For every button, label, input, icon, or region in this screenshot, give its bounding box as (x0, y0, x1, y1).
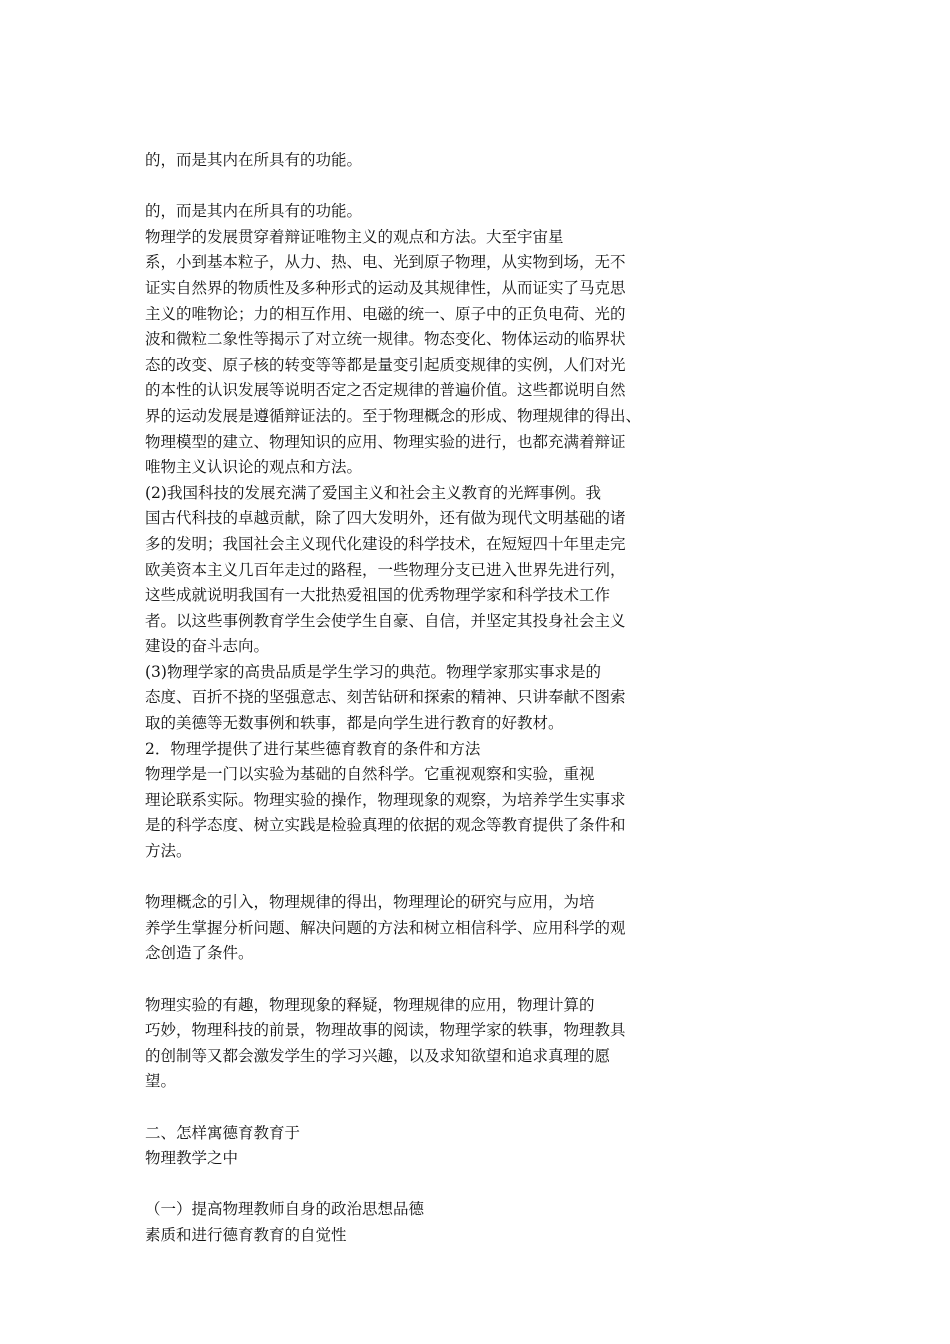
text-line: (2)我国科技的发展充满了爱国主义和社会主义教育的光辉事例。我 (145, 483, 601, 502)
text-line: 物理实验的有趣，物理现象的释疑，物理规律的应用，物理计算的 (145, 995, 595, 1014)
text-line: 物理学的发展贯穿着辩证唯物主义的观点和方法。大至宇宙星 (145, 227, 564, 246)
text-line: 的本性的认识发展等说明否定之否定规律的普遍价值。这些都说明自然 (145, 381, 626, 400)
text-line: (3)物理学家的高贵品质是学生学习的典范。物理学家那实事求是的 (145, 662, 601, 681)
text-line: 念创造了条件。 (145, 944, 254, 963)
text-line: 态度、百折不挠的坚强意志、刻苦钻研和探索的精神、只讲奉献不图索 (145, 688, 626, 707)
text-line: 理论联系实际。物理实验的操作，物理现象的观察，为培养学生实事求 (145, 790, 626, 809)
blank-line (145, 174, 675, 200)
text-line: 巧妙，物理科技的前景，物理故事的阅读，物理学家的轶事，物理教具 (145, 1021, 626, 1040)
text-line: 2．物理学提供了进行某些德育教育的条件和方法 (145, 739, 481, 758)
text-line: 方法。 (145, 842, 192, 861)
blank-line (145, 1095, 675, 1121)
text-line: 的，而是其内在所具有的功能。 (145, 202, 363, 221)
blank-line (145, 1172, 675, 1198)
document-body (145, 148, 675, 1249)
blank-line (145, 967, 675, 993)
text-line: 物理教学之中 (145, 1149, 239, 1168)
text-line: 唯物主义认识论的观点和方法。 (145, 458, 363, 477)
text-line: 者。以这些事例教育学生会使学生自豪、自信，并坚定其投身社会主义 (145, 611, 626, 630)
text-line: 二、怎样寓德育教育于 (145, 1123, 301, 1142)
text-line: 养学生掌握分析问题、解决问题的方法和树立相信科学、应用科学的观 (145, 918, 626, 937)
text-line: 国古代科技的卓越贡献，除了四大发明外，还有做为现代文明基础的诸 (145, 509, 626, 528)
text-line: 欧美资本主义几百年走过的路程，一些物理分支已进入世界先进行列， (145, 560, 626, 579)
text-line: 证实自然界的物质性及多种形式的运动及其规律性，从而证实了马克思 (145, 278, 626, 297)
text-line: 取的美德等无数事例和轶事，都是向学生进行教育的好教材。 (145, 714, 564, 733)
text-line: 主义的唯物论；力的相互作用、电磁的统一、原子中的正负电荷、光的 (145, 304, 626, 323)
blank-line (145, 865, 675, 891)
text-line: 是的科学态度、树立实践是检验真理的依据的观念等教育提供了条件和 (145, 816, 626, 835)
text-line: （一）提高物理教师自身的政治思想品德 (145, 1200, 425, 1219)
text-line: 这些成就说明我国有一大批热爱祖国的优秀物理学家和科学技术工作 (145, 586, 611, 605)
text-line: 的，而是其内在所具有的功能。 (145, 151, 363, 169)
text-line: 物理模型的建立、物理知识的应用、物理实验的进行，也都充满着辩证 (145, 432, 626, 451)
text-line: 望。 (145, 1072, 177, 1091)
text-line: 态的改变、原子核的转变等等都是量变引起质变规律的实例，人们对光 (145, 355, 626, 374)
text-line: 系，小到基本粒子，从力、热、电、光到原子物理，从实物到场，无不 (145, 253, 626, 272)
text-line: 物理学是一门以实验为基础的自然科学。它重视观察和实验，重视 (145, 765, 595, 784)
text-line: 建设的奋斗志向。 (145, 637, 270, 656)
text-line: 波和微粒二象性等揭示了对立统一规律。物态变化、物体运动的临界状 (145, 330, 626, 349)
text-line: 的创制等又都会激发学生的学习兴趣，以及求知欲望和追求真理的愿 (145, 1046, 611, 1065)
text-line: 多的发明；我国社会主义现代化建设的科学技术，在短短四十年里走完 (145, 534, 626, 553)
text-line: 物理概念的引入，物理规律的得出，物理理论的研究与应用，为培 (145, 893, 595, 912)
text-line: 素质和进行德育教育的自觉性 (145, 1225, 347, 1244)
text-line: 界的运动发展是遵循辩证法的。至于物理概念的形成、物理规律的得出、 (145, 406, 642, 425)
